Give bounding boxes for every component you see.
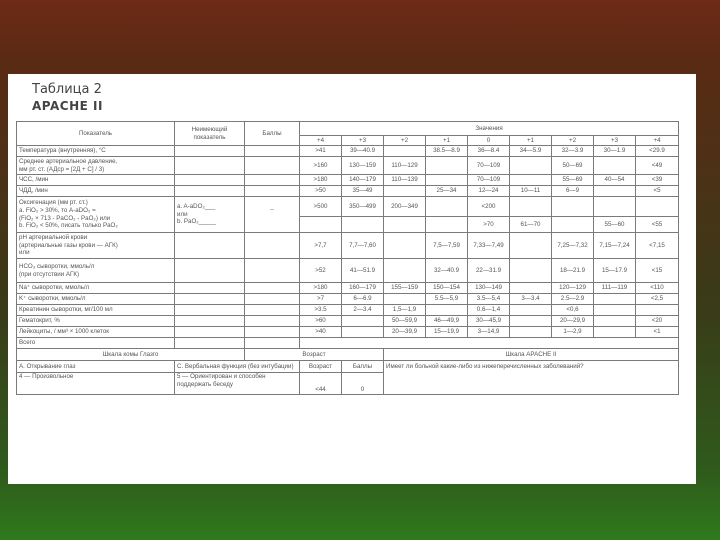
value-cell: 5.5—5,9	[426, 294, 468, 305]
value-cell: 6—6.9	[342, 294, 384, 305]
value-cell	[594, 305, 636, 316]
value-cell: 7,7—7,60	[342, 233, 384, 259]
age-column-heading: Возраст	[300, 361, 342, 373]
value-cell	[426, 217, 468, 233]
value-cell: >180	[300, 283, 342, 294]
value-cell: 12—24	[468, 186, 510, 197]
slide	[8, 74, 696, 484]
value-cell	[594, 316, 636, 327]
value-cell	[510, 197, 552, 217]
value-cell	[594, 186, 636, 197]
table-row	[17, 146, 679, 157]
value-cell: 3—14,9	[468, 327, 510, 338]
value-cell: >40	[300, 327, 342, 338]
value-cell	[552, 217, 594, 233]
table-row	[17, 175, 679, 186]
row-label: Na⁺ сыворотки, ммоль/л	[17, 283, 175, 294]
table-row	[17, 305, 679, 316]
missing-cell	[175, 327, 245, 338]
points-cell	[245, 283, 300, 294]
value-cell: 55—69	[552, 175, 594, 186]
value-cell: 41—51.9	[342, 259, 384, 283]
value-cell: 1—2,9	[552, 327, 594, 338]
table-row	[17, 233, 679, 259]
value-cell: <20	[636, 316, 679, 327]
score-cell: +1	[510, 136, 552, 146]
table-row	[17, 294, 679, 305]
score-cell: +1	[426, 136, 468, 146]
value-cell: >3.5	[300, 305, 342, 316]
value-cell: 155—159	[384, 283, 426, 294]
points-column-heading: Баллы	[342, 361, 384, 373]
value-cell: 6—9	[552, 186, 594, 197]
value-cell: 7,25—7,32	[552, 233, 594, 259]
value-cell: 2—3.4	[342, 305, 384, 316]
value-cell: 140—179	[342, 175, 384, 186]
table-number: Таблица 2	[32, 82, 102, 97]
value-cell: 0.6—1,4	[468, 305, 510, 316]
value-cell	[594, 197, 636, 217]
points-cell	[245, 259, 300, 283]
value-cell: 20—29,9	[552, 316, 594, 327]
points-cell	[245, 157, 300, 175]
age-value: <44	[300, 373, 342, 395]
glasgow-heading: Шкала комы Глазго	[17, 349, 245, 361]
points-cell	[245, 186, 300, 197]
value-cell: 2.5—2.9	[552, 294, 594, 305]
score-cell: +4	[300, 136, 342, 146]
header-values: Значения	[300, 122, 679, 136]
value-cell	[510, 175, 552, 186]
missing-cell	[175, 283, 245, 294]
value-cell: >7	[300, 294, 342, 305]
value-cell: <2,5	[636, 294, 679, 305]
total-values-cell	[300, 338, 679, 349]
value-cell: 38.5—8.9	[426, 146, 468, 157]
value-cell: 350—499	[342, 197, 384, 217]
value-cell	[552, 197, 594, 217]
value-cell: >500	[300, 197, 342, 217]
value-cell: 36—8.4	[468, 146, 510, 157]
points-cell	[245, 175, 300, 186]
table-row	[17, 259, 679, 283]
value-cell	[384, 259, 426, 283]
value-cell: 61—70	[510, 217, 552, 233]
footer-subheader-row	[17, 361, 679, 373]
footer-header-row	[17, 349, 679, 361]
points-cell	[245, 316, 300, 327]
value-cell: >160	[300, 157, 342, 175]
header-missing: Неимеющий показатель	[175, 122, 245, 146]
value-cell: >41	[300, 146, 342, 157]
missing-cell	[175, 186, 245, 197]
value-cell	[384, 186, 426, 197]
value-cell: 34—5.9	[510, 146, 552, 157]
eyes-item: 4 — Произвольное	[17, 373, 175, 395]
table-row	[17, 316, 679, 327]
value-cell	[342, 217, 384, 233]
value-cell: 15—17.9	[594, 259, 636, 283]
value-cell	[594, 327, 636, 338]
table-row	[17, 186, 679, 197]
score-cell: 0	[468, 136, 510, 146]
verbal-heading: С. Вербальная функция (без интубации)	[175, 361, 300, 373]
value-cell: 30—1.9	[594, 146, 636, 157]
value-cell: 40—54	[594, 175, 636, 186]
table-row	[17, 338, 679, 349]
value-cell	[426, 197, 468, 217]
missing-cell	[175, 305, 245, 316]
value-cell: 3.5—5,4	[468, 294, 510, 305]
value-cell: >50	[300, 186, 342, 197]
value-cell	[384, 233, 426, 259]
value-cell: 50—69	[552, 157, 594, 175]
apache-table	[16, 121, 679, 395]
value-cell: >7,7	[300, 233, 342, 259]
value-cell: 7,33—7,49	[468, 233, 510, 259]
value-cell	[342, 316, 384, 327]
row-label: ЧСС, /мин	[17, 175, 175, 186]
header-row	[17, 122, 679, 136]
row-label: pH артериальной крови (артериальные газы крови — АГК) или	[17, 233, 175, 259]
value-cell	[384, 217, 426, 233]
value-cell	[510, 233, 552, 259]
value-cell: >180	[300, 175, 342, 186]
value-cell	[510, 305, 552, 316]
value-cell: 22—31.9	[468, 259, 510, 283]
value-cell: 150—154	[426, 283, 468, 294]
value-cell: 20—39,9	[384, 327, 426, 338]
value-cell	[384, 146, 426, 157]
value-cell: 1,5—1,9	[384, 305, 426, 316]
missing-cell	[175, 233, 245, 259]
missing-cell	[175, 146, 245, 157]
value-cell: 7,15—7,24	[594, 233, 636, 259]
row-label: Креатинин сыворотки, мг/100 мл	[17, 305, 175, 316]
row-label: Лейкоциты, / мм³ × 1000 клеток	[17, 327, 175, 338]
value-cell: 35—49	[342, 186, 384, 197]
points-cell	[245, 305, 300, 316]
value-cell: 3—3.4	[510, 294, 552, 305]
value-cell: >52	[300, 259, 342, 283]
points-cell	[245, 217, 300, 233]
score-cell: +2	[384, 136, 426, 146]
missing-cell	[175, 316, 245, 327]
apache-heading: Шкала APACHE II	[384, 349, 679, 361]
value-cell: <39	[636, 175, 679, 186]
value-cell: <15	[636, 259, 679, 283]
value-cell: <49	[636, 157, 679, 175]
eyes-heading: А. Открывание глаз	[17, 361, 175, 373]
value-cell: <55	[636, 217, 679, 233]
value-cell	[510, 157, 552, 175]
row-label: Гематокрит, %	[17, 316, 175, 327]
value-cell	[426, 175, 468, 186]
value-cell: 130—149	[468, 283, 510, 294]
points-cell	[245, 294, 300, 305]
value-cell: <29.9	[636, 146, 679, 157]
score-cell: +3	[342, 136, 384, 146]
value-cell	[510, 259, 552, 283]
table-title	[32, 82, 103, 114]
value-cell: <0,6	[552, 305, 594, 316]
value-cell: 10—11	[510, 186, 552, 197]
value-cell: 46—49,9	[426, 316, 468, 327]
age-points: 0	[342, 373, 384, 395]
verbal-item: 5 — Ориентирован и способен поддержать беседу	[175, 373, 300, 395]
value-cell: 25—34	[426, 186, 468, 197]
value-cell	[594, 294, 636, 305]
value-cell	[426, 157, 468, 175]
value-cell: <7,15	[636, 233, 679, 259]
value-cell: 120—129	[552, 283, 594, 294]
points-cell	[245, 327, 300, 338]
row-label: Температура (внутренняя), °С	[17, 146, 175, 157]
chronic-disease-question: Имеет ли больной какие-либо из нижеперечисленных заболеваний?	[384, 361, 679, 395]
value-cell: 55—60	[594, 217, 636, 233]
value-cell	[510, 283, 552, 294]
value-cell: <200	[468, 197, 510, 217]
value-cell	[636, 197, 679, 217]
value-cell: >60	[300, 316, 342, 327]
missing-cell	[175, 157, 245, 175]
missing-cell	[175, 175, 245, 186]
value-cell	[636, 305, 679, 316]
value-cell: 7,5—7,59	[426, 233, 468, 259]
scale-name: APACHE II	[32, 99, 103, 113]
value-cell	[510, 327, 552, 338]
value-cell: 50—59,9	[384, 316, 426, 327]
value-cell: 130—159	[342, 157, 384, 175]
value-cell: 32—40.9	[426, 259, 468, 283]
value-cell	[426, 305, 468, 316]
score-cell: +2	[552, 136, 594, 146]
row-label: K⁺ сыворотки, ммоль/л	[17, 294, 175, 305]
value-cell	[510, 316, 552, 327]
value-cell: 15—19,9	[426, 327, 468, 338]
value-cell: 200—349	[384, 197, 426, 217]
value-cell: 39—40.9	[342, 146, 384, 157]
missing-cell	[175, 338, 245, 349]
missing-cell	[175, 259, 245, 283]
value-cell	[594, 157, 636, 175]
points-cell: _	[245, 197, 300, 217]
missing-cell: a. A-aDO₂___ или b. PaO₂_____	[175, 197, 245, 233]
value-cell: 160—179	[342, 283, 384, 294]
row-label: Всего	[17, 338, 175, 349]
table-row	[17, 197, 679, 217]
row-label: Среднее артериальное давление, мм рт. ст. (АДср = [2Д + С] / 3)	[17, 157, 175, 175]
row-label: Оксигенация (мм рт. ст.) a. FiO₂ > 30%, то A-aDO₂ = (FiO₂ × 713 - PaCO₂ - PaO₂) или b. FiO₂ < 50%, писать только PaO₂	[17, 197, 175, 233]
score-cell: +3	[594, 136, 636, 146]
value-cell: >70	[468, 217, 510, 233]
table-row	[17, 327, 679, 338]
points-cell	[245, 233, 300, 259]
value-cell: 70—109	[468, 175, 510, 186]
value-cell: 110—129	[384, 157, 426, 175]
value-cell: <1	[636, 327, 679, 338]
value-cell	[342, 327, 384, 338]
value-cell: 32—3.9	[552, 146, 594, 157]
value-cell: 18—21.9	[552, 259, 594, 283]
table-row	[17, 283, 679, 294]
score-cell: +4	[636, 136, 679, 146]
value-cell	[300, 217, 342, 233]
value-cell: 111—119	[594, 283, 636, 294]
row-label: ЧДД, /мин	[17, 186, 175, 197]
value-cell: 110—139	[384, 175, 426, 186]
value-cell: 70—109	[468, 157, 510, 175]
value-cell: 30—45,9	[468, 316, 510, 327]
points-cell	[245, 338, 300, 349]
table-row	[17, 157, 679, 175]
value-cell: <5	[636, 186, 679, 197]
header-indicator: Показатель	[17, 122, 175, 146]
age-heading: Возраст	[245, 349, 384, 361]
points-cell	[245, 146, 300, 157]
value-cell: <110	[636, 283, 679, 294]
header-points: Баллы	[245, 122, 300, 146]
row-label: HCO₃ сыворотки, ммоль/л (при отсутствии АГК)	[17, 259, 175, 283]
value-cell	[384, 294, 426, 305]
missing-cell	[175, 294, 245, 305]
